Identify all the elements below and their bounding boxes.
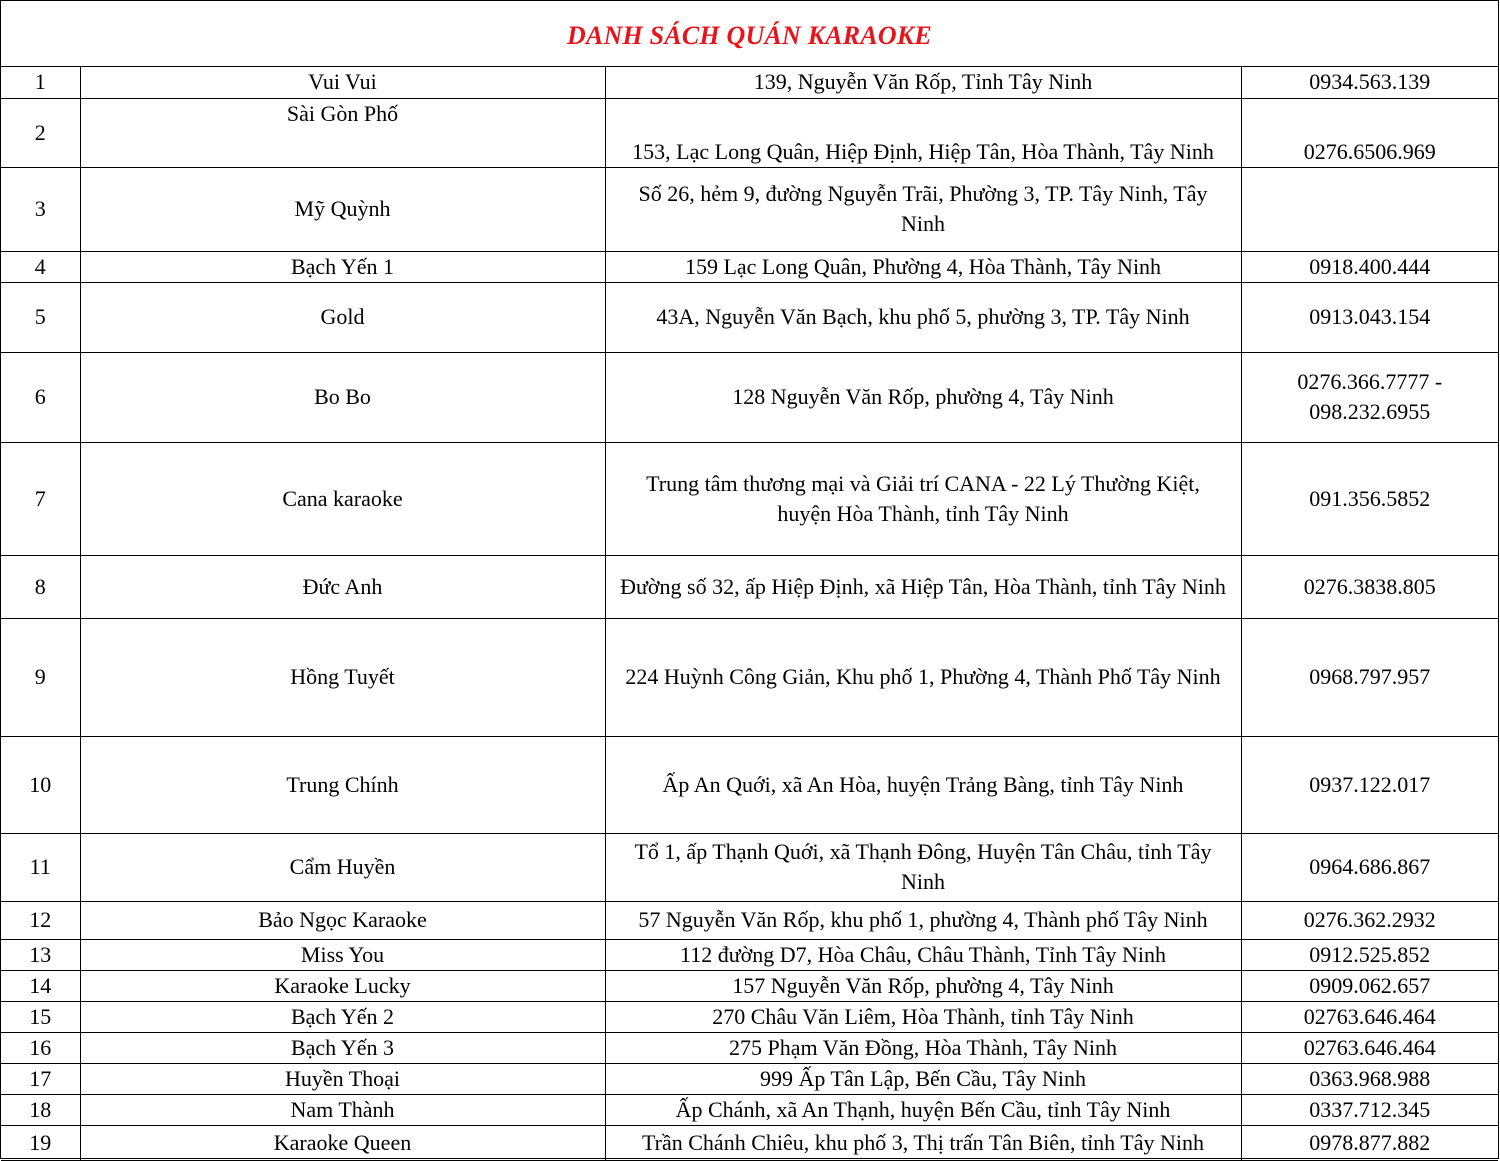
karaoke-name-cell: Karaoke Queen	[80, 1125, 605, 1160]
phone-cell: 0918.400.444	[1241, 251, 1498, 282]
phone-cell: 0276.3838.805	[1241, 555, 1498, 618]
karaoke-name-cell: Bo Bo	[80, 352, 605, 442]
table-body	[1, 67, 1498, 1160]
table-row	[1, 167, 1498, 251]
karaoke-name-cell: Sài Gòn Phố	[80, 98, 605, 167]
phone-cell: 0937.122.017	[1241, 736, 1498, 833]
phone-cell: 0964.686.867	[1241, 833, 1498, 901]
karaoke-name-cell: Gold	[80, 282, 605, 352]
table-row	[1, 1125, 1498, 1160]
address-cell: Ấp An Quới, xã An Hòa, huyện Trảng Bàng, tỉnh Tây Ninh	[605, 736, 1241, 833]
address-cell: 153, Lạc Long Quân, Hiệp Định, Hiệp Tân, Hòa Thành, Tây Ninh	[605, 98, 1241, 167]
table-row	[1, 618, 1498, 736]
table-row	[1, 1001, 1498, 1032]
table-row	[1, 939, 1498, 970]
karaoke-name-cell: Karaoke Lucky	[80, 970, 605, 1001]
address-cell: 270 Châu Văn Liêm, Hòa Thành, tỉnh Tây Ninh	[605, 1001, 1241, 1032]
karaoke-name-cell: Bạch Yến 1	[80, 251, 605, 282]
row-number-cell: 1	[1, 67, 80, 98]
table-row	[1, 251, 1498, 282]
table-row	[1, 67, 1498, 98]
phone-cell: 02763.646.464	[1241, 1032, 1498, 1063]
table-row	[1, 1094, 1498, 1125]
address-cell: Trung tâm thương mại và Giải trí CANA - 22 Lý Thường Kiệt, huyện Hòa Thành, tỉnh Tây Ninh	[605, 442, 1241, 555]
karaoke-name-cell: Miss You	[80, 939, 605, 970]
address-cell: 128 Nguyễn Văn Rốp, phường 4, Tây Ninh	[605, 352, 1241, 442]
address-cell: Đường số 32, ấp Hiệp Định, xã Hiệp Tân, Hòa Thành, tỉnh Tây Ninh	[605, 555, 1241, 618]
row-number-cell: 10	[1, 736, 80, 833]
address-cell: 139, Nguyễn Văn Rốp, Tỉnh Tây Ninh	[605, 67, 1241, 98]
phone-cell: 0934.563.139	[1241, 67, 1498, 98]
address-cell: 57 Nguyễn Văn Rốp, khu phố 1, phường 4, Thành phố Tây Ninh	[605, 901, 1241, 939]
karaoke-name-cell: Vui Vui	[80, 67, 605, 98]
karaoke-table	[1, 67, 1498, 1161]
karaoke-name-cell: Hồng Tuyết	[80, 618, 605, 736]
row-number-cell: 19	[1, 1125, 80, 1160]
phone-cell: 0978.877.882	[1241, 1125, 1498, 1160]
table-row	[1, 555, 1498, 618]
phone-cell: 0276.362.2932	[1241, 901, 1498, 939]
title-row	[1, 1, 1498, 67]
phone-cell: 0968.797.957	[1241, 618, 1498, 736]
phone-cell: 02763.646.464	[1241, 1001, 1498, 1032]
table-row	[1, 442, 1498, 555]
address-cell: Số 26, hẻm 9, đường Nguyễn Trãi, Phường 3, TP. Tây Ninh, Tây Ninh	[605, 167, 1241, 251]
address-cell: 224 Huỳnh Công Giản, Khu phố 1, Phường 4, Thành Phố Tây Ninh	[605, 618, 1241, 736]
karaoke-name-cell: Mỹ Quỳnh	[80, 167, 605, 251]
karaoke-name-cell: Nam Thành	[80, 1094, 605, 1125]
address-cell: 999 Ấp Tân Lập, Bến Cầu, Tây Ninh	[605, 1063, 1241, 1094]
row-number-cell: 7	[1, 442, 80, 555]
table-row	[1, 98, 1498, 167]
row-number-cell: 9	[1, 618, 80, 736]
phone-cell: 091.356.5852	[1241, 442, 1498, 555]
phone-cell: 0337.712.345	[1241, 1094, 1498, 1125]
page-title: DANH SÁCH QUÁN KARAOKE	[567, 20, 932, 50]
table-row	[1, 970, 1498, 1001]
address-cell: 159 Lạc Long Quân, Phường 4, Hòa Thành, Tây Ninh	[605, 251, 1241, 282]
address-cell: 275 Phạm Văn Đồng, Hòa Thành, Tây Ninh	[605, 1032, 1241, 1063]
table-row	[1, 1032, 1498, 1063]
table-row	[1, 282, 1498, 352]
row-number-cell: 17	[1, 1063, 80, 1094]
table-row	[1, 833, 1498, 901]
phone-cell: 0913.043.154	[1241, 282, 1498, 352]
address-cell: Trần Chánh Chiêu, khu phố 3, Thị trấn Tân Biên, tỉnh Tây Ninh	[605, 1125, 1241, 1160]
phone-cell	[1241, 167, 1498, 251]
row-number-cell: 6	[1, 352, 80, 442]
table-row	[1, 901, 1498, 939]
address-cell: 43A, Nguyễn Văn Bạch, khu phố 5, phường 3, TP. Tây Ninh	[605, 282, 1241, 352]
karaoke-name-cell: Trung Chính	[80, 736, 605, 833]
row-number-cell: 8	[1, 555, 80, 618]
phone-cell: 0909.062.657	[1241, 970, 1498, 1001]
karaoke-name-cell: Cana karaoke	[80, 442, 605, 555]
row-number-cell: 16	[1, 1032, 80, 1063]
phone-cell: 0276.6506.969	[1241, 98, 1498, 167]
karaoke-name-cell: Bảo Ngọc Karaoke	[80, 901, 605, 939]
address-cell: 157 Nguyễn Văn Rốp, phường 4, Tây Ninh	[605, 970, 1241, 1001]
phone-cell: 0912.525.852	[1241, 939, 1498, 970]
address-cell: Tổ 1, ấp Thạnh Quới, xã Thạnh Đông, Huyện Tân Châu, tỉnh Tây Ninh	[605, 833, 1241, 901]
row-number-cell: 5	[1, 282, 80, 352]
row-number-cell: 12	[1, 901, 80, 939]
row-number-cell: 2	[1, 98, 80, 167]
row-number-cell: 4	[1, 251, 80, 282]
row-number-cell: 14	[1, 970, 80, 1001]
address-cell: 112 đường D7, Hòa Châu, Châu Thành, Tỉnh Tây Ninh	[605, 939, 1241, 970]
table-row	[1, 736, 1498, 833]
address-cell: Ấp Chánh, xã An Thạnh, huyện Bến Cầu, tỉnh Tây Ninh	[605, 1094, 1241, 1125]
karaoke-name-cell: Huyền Thoại	[80, 1063, 605, 1094]
row-number-cell: 11	[1, 833, 80, 901]
karaoke-name-cell: Bạch Yến 2	[80, 1001, 605, 1032]
karaoke-name-cell: Bạch Yến 3	[80, 1032, 605, 1063]
table-row	[1, 352, 1498, 442]
row-number-cell: 3	[1, 167, 80, 251]
karaoke-name-cell: Cẩm Huyền	[80, 833, 605, 901]
row-number-cell: 15	[1, 1001, 80, 1032]
karaoke-name-cell: Đức Anh	[80, 555, 605, 618]
row-number-cell: 13	[1, 939, 80, 970]
table-row	[1, 1063, 1498, 1094]
phone-cell: 0276.366.7777 - 098.232.6955	[1241, 352, 1498, 442]
phone-cell: 0363.968.988	[1241, 1063, 1498, 1094]
row-number-cell: 18	[1, 1094, 80, 1125]
